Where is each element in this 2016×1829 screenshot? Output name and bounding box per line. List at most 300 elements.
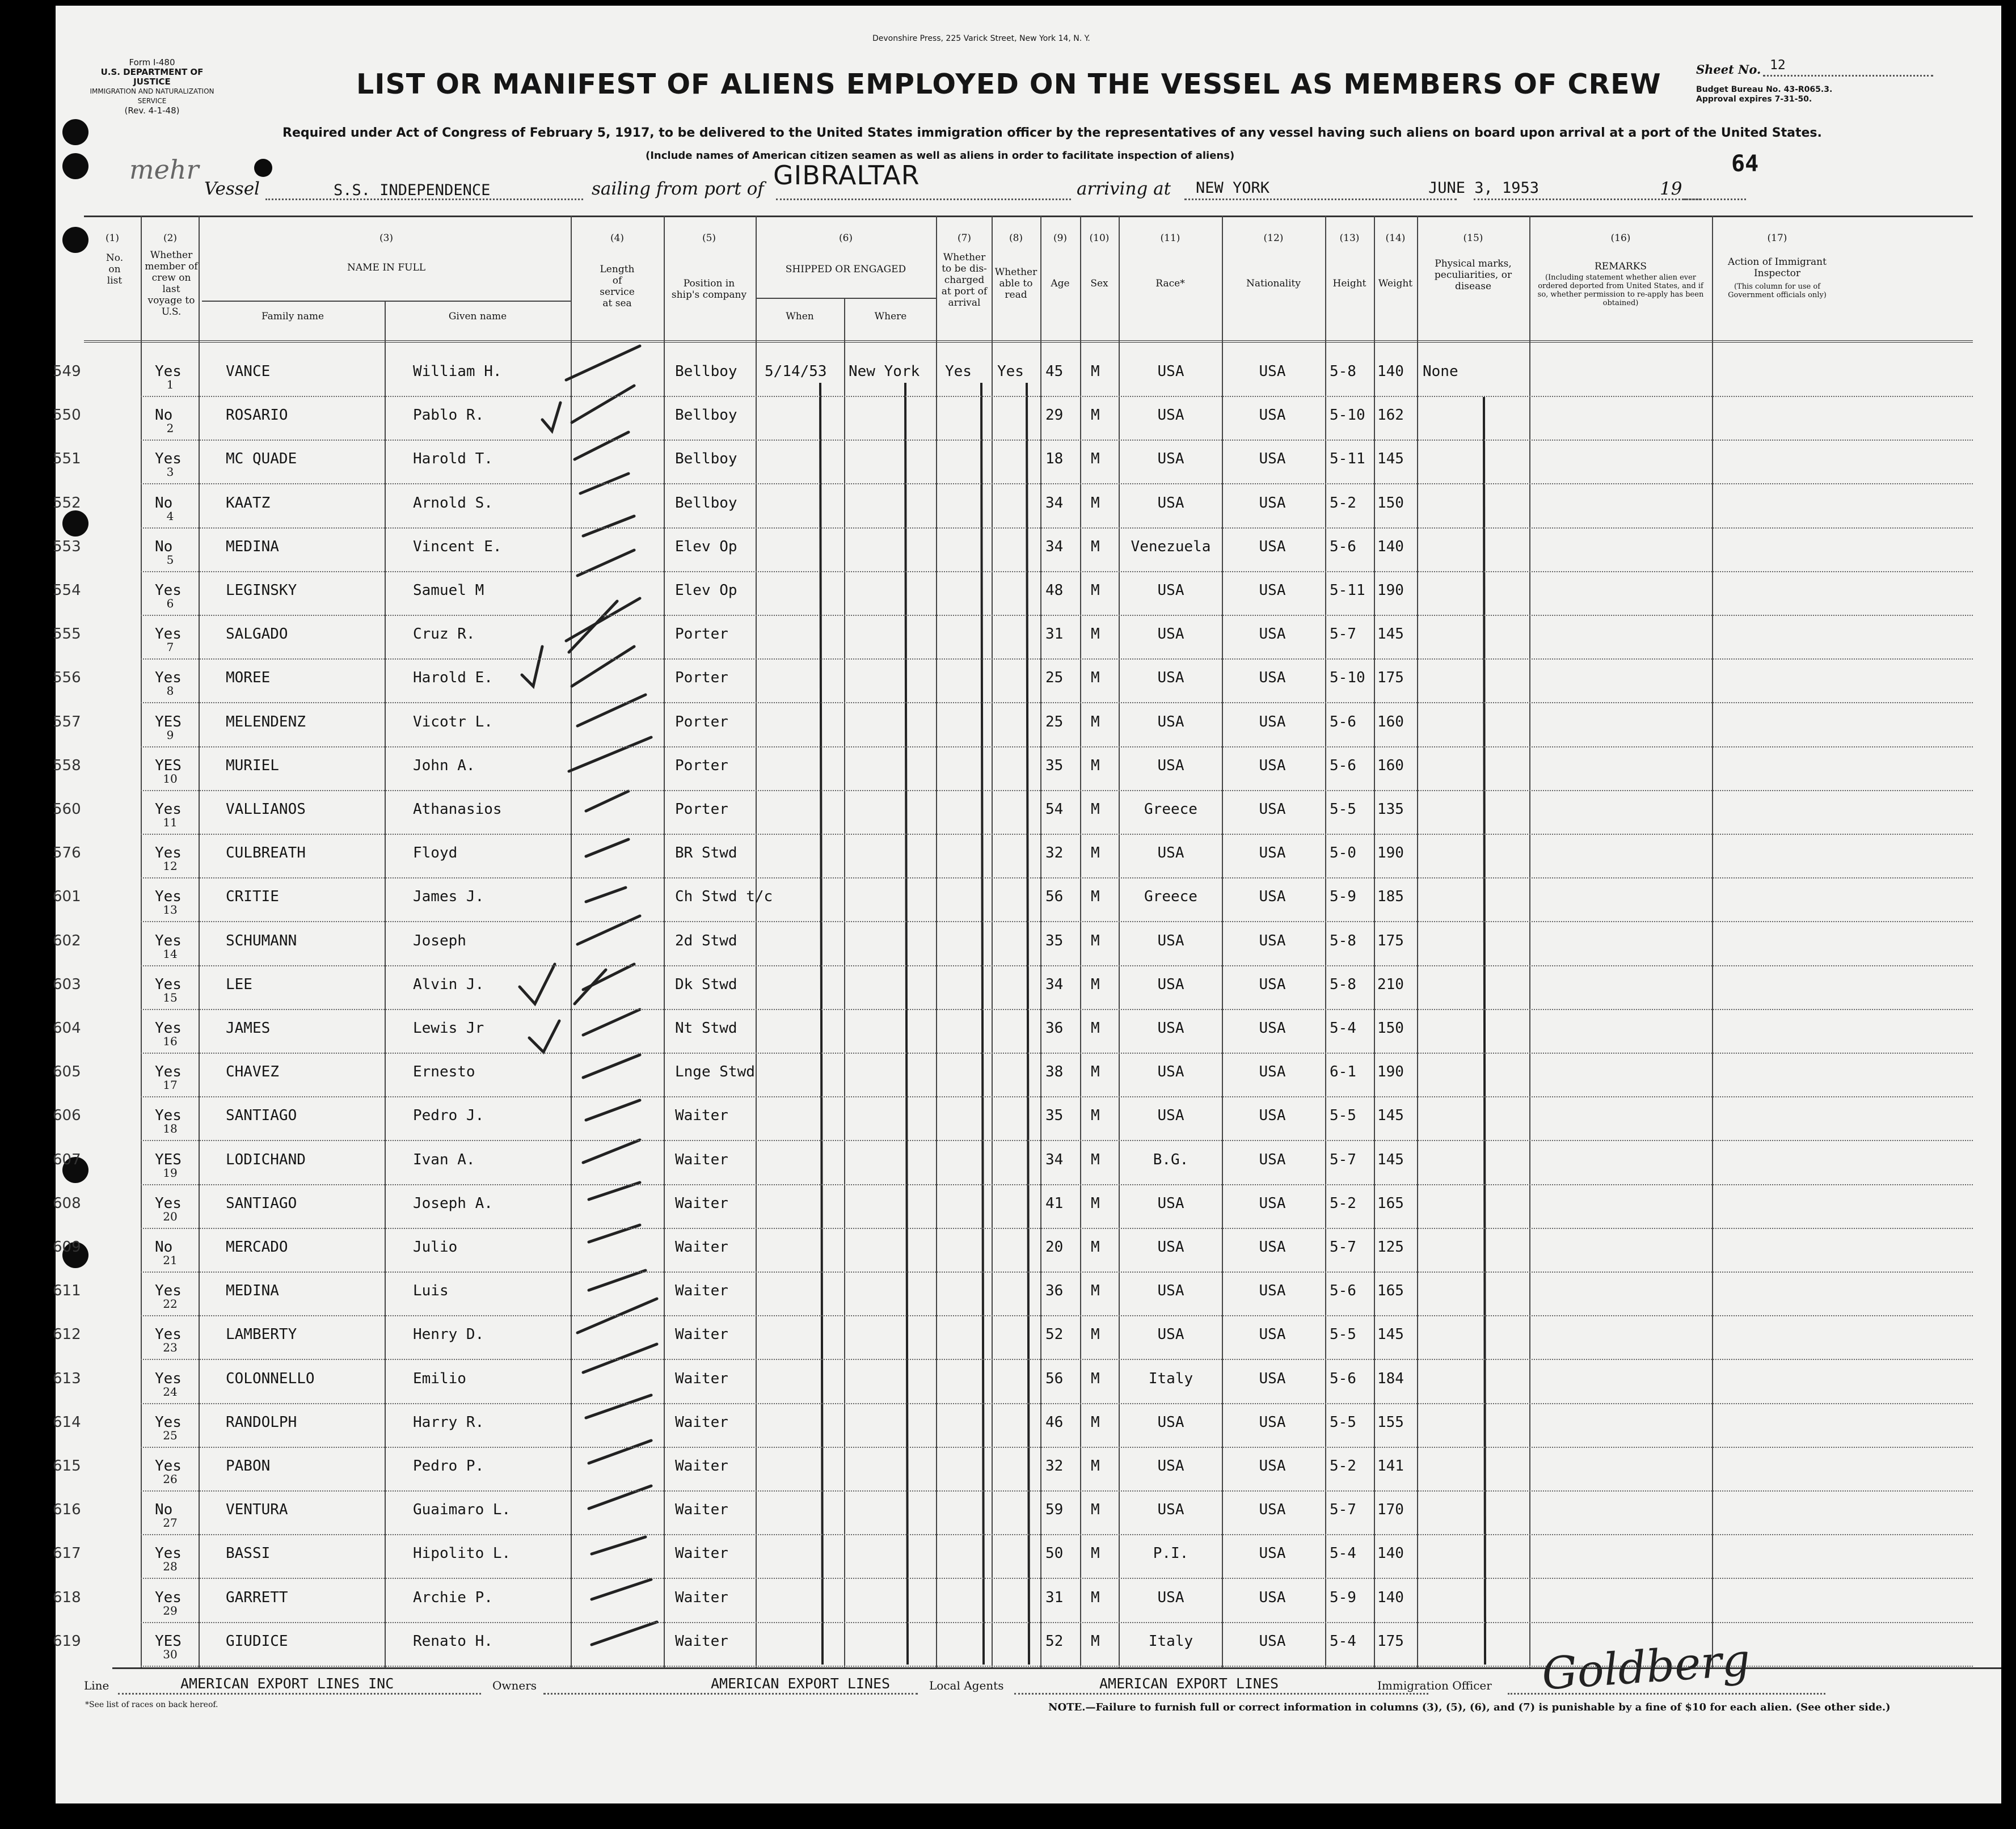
handwritten-list-number: 612 — [53, 1326, 81, 1343]
family-name: PABON — [226, 1458, 271, 1475]
sex: M — [1091, 538, 1100, 555]
handwritten-list-number: 613 — [53, 1370, 81, 1387]
height: 5-7 — [1330, 1151, 1356, 1168]
physical-marks: None — [1423, 363, 1458, 380]
given-name: Emilio — [413, 1370, 466, 1387]
crew-last-voyage: Yes — [155, 669, 182, 686]
weight: 190 — [1377, 1063, 1404, 1080]
row-number: 19 — [163, 1166, 178, 1180]
races-footnote: *See list of races on back hereof. — [85, 1700, 218, 1709]
handwritten-list-number: 576 — [53, 844, 81, 861]
position: Bellboy — [675, 450, 737, 467]
agents-value: AMERICAN EXPORT LINES — [1099, 1675, 1279, 1692]
age: 52 — [1045, 1326, 1064, 1343]
sex: M — [1091, 582, 1100, 599]
given-name: Renato H. — [413, 1633, 493, 1650]
race: USA — [1157, 932, 1184, 949]
sex: M — [1091, 1282, 1100, 1299]
weight: 185 — [1377, 888, 1404, 905]
given-name: Harry R. — [413, 1414, 484, 1431]
agents-label: Local Agents — [929, 1679, 1004, 1692]
race: USA — [1157, 757, 1184, 774]
age: 25 — [1045, 669, 1064, 686]
sex: M — [1091, 844, 1100, 861]
family-name: CRITIE — [226, 888, 279, 905]
table-row — [53, 490, 2001, 530]
given-name: Pablo R. — [413, 407, 484, 424]
race: P.I. — [1153, 1545, 1189, 1562]
race: USA — [1157, 1239, 1184, 1256]
row-number: 20 — [163, 1210, 178, 1223]
handwritten-list-number: 557 — [53, 713, 81, 730]
nationality: USA — [1259, 669, 1286, 686]
age: 38 — [1045, 1063, 1064, 1080]
family-name: VENTURA — [226, 1501, 288, 1518]
col16-num: (16) — [1610, 233, 1631, 244]
age: 31 — [1045, 1589, 1064, 1606]
nationality: USA — [1259, 1282, 1286, 1299]
row-number: 14 — [163, 947, 178, 961]
sex: M — [1091, 1326, 1100, 1343]
weight: 145 — [1377, 1326, 1404, 1343]
row-number: 13 — [163, 903, 178, 916]
col6-num: (6) — [838, 233, 853, 244]
crew-last-voyage: No — [155, 1501, 173, 1518]
family-name: RANDOLPH — [226, 1414, 297, 1431]
row-number: 23 — [163, 1341, 178, 1354]
row-number: 26 — [163, 1472, 178, 1486]
height: 5-2 — [1330, 1458, 1356, 1475]
crew-last-voyage: YES — [155, 713, 182, 730]
race: USA — [1157, 1501, 1184, 1518]
table-row — [53, 884, 2001, 923]
table-row — [53, 1278, 2001, 1317]
race: B.G. — [1153, 1151, 1189, 1168]
family-name: MC QUADE — [226, 450, 297, 467]
age: 20 — [1045, 1239, 1064, 1256]
crew-last-voyage: Yes — [155, 801, 182, 818]
col12-num: (12) — [1263, 233, 1284, 244]
handwritten-list-number: 602 — [53, 932, 81, 949]
age: 56 — [1045, 888, 1064, 905]
row-number: 6 — [166, 597, 174, 610]
position: Waiter — [675, 1458, 728, 1475]
row-number: 1 — [166, 378, 174, 391]
race: Italy — [1148, 1633, 1193, 1650]
height: 5-2 — [1330, 495, 1356, 512]
line-label: Line — [84, 1679, 109, 1692]
sex: M — [1091, 495, 1100, 512]
age: 52 — [1045, 1633, 1064, 1650]
family-name: GARRETT — [226, 1589, 288, 1606]
col6-when: When — [786, 311, 814, 322]
weight: 140 — [1377, 1589, 1404, 1606]
position: Waiter — [675, 1589, 728, 1606]
col11-num: (11) — [1160, 233, 1180, 244]
sex: M — [1091, 888, 1100, 905]
table-row — [53, 928, 2001, 968]
family-name: SCHUMANN — [226, 932, 297, 949]
position: Waiter — [675, 1239, 728, 1256]
family-name: SALGADO — [226, 626, 288, 643]
row-number: 25 — [163, 1429, 178, 1442]
weight: 165 — [1377, 1195, 1404, 1212]
discharged: Yes — [945, 363, 972, 380]
table-row — [53, 1540, 2001, 1580]
crew-last-voyage: Yes — [155, 1282, 182, 1299]
nationality: USA — [1259, 801, 1286, 818]
height: 5-4 — [1330, 1020, 1356, 1037]
table-row — [53, 665, 2001, 704]
age: 36 — [1045, 1282, 1064, 1299]
family-name: JAMES — [226, 1020, 271, 1037]
race: USA — [1157, 1282, 1184, 1299]
crew-last-voyage: Yes — [155, 1326, 182, 1343]
col17-sub: (This column for use of Government officials only) — [1728, 282, 1827, 299]
weight: 145 — [1377, 1151, 1404, 1168]
given-name: James J. — [413, 888, 484, 905]
crew-last-voyage: Yes — [155, 976, 182, 993]
given-name: Alvin J. — [413, 976, 484, 993]
given-name: Harold T. — [413, 450, 493, 467]
position: Porter — [675, 801, 728, 818]
family-name: MEDINA — [226, 538, 279, 555]
handwritten-list-number: 603 — [53, 976, 81, 993]
crew-last-voyage: No — [155, 1239, 173, 1256]
position: Waiter — [675, 1370, 728, 1387]
handwritten-list-number: 556 — [53, 669, 81, 686]
race: Italy — [1148, 1370, 1193, 1387]
position: Lnge Stwd — [675, 1063, 755, 1080]
row-number: 11 — [163, 816, 178, 829]
nationality: USA — [1259, 1458, 1286, 1475]
age: 32 — [1045, 1458, 1064, 1475]
handwritten-list-number: 605 — [53, 1063, 81, 1080]
sex: M — [1091, 713, 1100, 730]
departure-port: GIBRALTAR — [773, 160, 920, 191]
crew-last-voyage: Yes — [155, 888, 182, 905]
row-number: 24 — [163, 1385, 178, 1399]
budget-info: Budget Bureau No. 43-R065.3. Approval expires 7-31-50. — [1696, 85, 1833, 104]
printer-line: Devonshire Press, 225 Varick Street, New York 14, N. Y. — [872, 34, 1090, 43]
col13-label: Height — [1332, 278, 1367, 289]
race: USA — [1157, 1458, 1184, 1475]
height: 5-9 — [1330, 888, 1356, 905]
position: Porter — [675, 713, 728, 730]
crew-last-voyage: Yes — [155, 626, 182, 643]
height: 5-5 — [1330, 1414, 1356, 1431]
line-value: AMERICAN EXPORT LINES INC — [180, 1675, 394, 1692]
row-number: 27 — [163, 1516, 178, 1530]
col8-label: Whether able to read — [994, 267, 1037, 301]
race: Greece — [1144, 888, 1197, 905]
sex: M — [1091, 1239, 1100, 1256]
table-row — [53, 971, 2001, 1011]
nationality: USA — [1259, 1501, 1286, 1518]
sex: M — [1091, 1458, 1100, 1475]
given-name: Athanasios — [413, 801, 502, 818]
handwritten-list-number: 606 — [53, 1107, 81, 1124]
row-number: 15 — [163, 991, 178, 1004]
sex: M — [1091, 1589, 1100, 1606]
race: Venezuela — [1131, 538, 1211, 555]
position: Elev Op — [675, 582, 737, 599]
sex: M — [1091, 669, 1100, 686]
handwritten-list-number: 614 — [53, 1414, 81, 1431]
penalty-note: NOTE.—Failure to furnish full or correct information in columns (3), (5), (6), and (7) is punishable by a fine of $10 for each alien. (See other side.) — [1048, 1701, 1891, 1713]
given-name: Vincent E. — [413, 538, 502, 555]
race: USA — [1157, 363, 1184, 380]
given-name: Joseph — [413, 932, 466, 949]
race: USA — [1157, 1195, 1184, 1212]
table-row — [53, 1234, 2001, 1274]
col14-label: Weight — [1378, 278, 1413, 289]
nationality: USA — [1259, 1326, 1286, 1343]
page-title: LIST OR MANIFEST OF ALIENS EMPLOYED ON THE VESSEL AS MEMBERS OF CREW — [356, 68, 1661, 100]
given-name: Floyd — [413, 844, 458, 861]
col10-label: Sex — [1090, 278, 1108, 289]
col9-num: (9) — [1053, 233, 1068, 244]
weight: 145 — [1377, 1107, 1404, 1124]
position: Porter — [675, 669, 728, 686]
row-number: 28 — [163, 1560, 178, 1573]
height: 5-11 — [1330, 582, 1365, 599]
row-number: 4 — [166, 509, 174, 523]
col12-label: Nationality — [1246, 278, 1301, 289]
table-row — [53, 1453, 2001, 1493]
height: 5-10 — [1330, 669, 1365, 686]
col11-label: Race* — [1155, 278, 1185, 289]
given-name: Ivan A. — [413, 1151, 475, 1168]
position: Waiter — [675, 1501, 728, 1518]
given-name: John A. — [413, 757, 475, 774]
crew-last-voyage: Yes — [155, 1458, 182, 1475]
col13-num: (13) — [1339, 233, 1360, 244]
position: Waiter — [675, 1151, 728, 1168]
height: 5-7 — [1330, 1501, 1356, 1518]
race: USA — [1157, 1414, 1184, 1431]
col17-label: Action of Immigrant Inspector — [1728, 256, 1827, 279]
weight: 150 — [1377, 1020, 1404, 1037]
row-number: 2 — [166, 421, 174, 435]
given-name: William H. — [413, 363, 502, 380]
height: 5-11 — [1330, 450, 1365, 467]
nationality: USA — [1259, 1545, 1286, 1562]
given-name: Vicotr L. — [413, 713, 493, 730]
sex: M — [1091, 1370, 1100, 1387]
family-name: KAATZ — [226, 495, 271, 512]
family-name: ROSARIO — [226, 407, 288, 424]
weight: 175 — [1377, 1633, 1404, 1650]
height: 5-5 — [1330, 1107, 1356, 1124]
crew-last-voyage: Yes — [155, 363, 182, 380]
sex: M — [1091, 757, 1100, 774]
given-name: Joseph A. — [413, 1195, 493, 1212]
family-name: LEE — [226, 976, 252, 993]
family-name: LODICHAND — [226, 1151, 306, 1168]
weight: 125 — [1377, 1239, 1404, 1256]
weight: 135 — [1377, 801, 1404, 818]
position: Waiter — [675, 1633, 728, 1650]
height: 5-8 — [1330, 976, 1356, 993]
col8-num: (8) — [1009, 233, 1023, 244]
col4-num: (4) — [610, 233, 625, 244]
col2-num: (2) — [163, 233, 178, 244]
race: USA — [1157, 1589, 1184, 1606]
handwritten-list-number: 609 — [53, 1239, 81, 1256]
sex: M — [1091, 1545, 1100, 1562]
nationality: USA — [1259, 888, 1286, 905]
age: 59 — [1045, 1501, 1064, 1518]
weight: 145 — [1377, 626, 1404, 643]
given-name: Julio — [413, 1239, 458, 1256]
col6-where: Where — [874, 311, 907, 322]
nationality: USA — [1259, 1195, 1286, 1212]
handwritten-list-number: 618 — [53, 1589, 81, 1606]
height: 5-5 — [1330, 801, 1356, 818]
position: Waiter — [675, 1545, 728, 1562]
given-name: Cruz R. — [413, 626, 475, 643]
nationality: USA — [1259, 495, 1286, 512]
handwritten-list-number: 551 — [53, 450, 81, 467]
table-row — [53, 577, 2001, 617]
race: USA — [1157, 626, 1184, 643]
family-name: CULBREATH — [226, 844, 306, 861]
position: Dk Stwd — [675, 976, 737, 993]
weight: 190 — [1377, 582, 1404, 599]
position: Bellboy — [675, 407, 737, 424]
handwritten-list-number: 604 — [53, 1020, 81, 1037]
crew-last-voyage: Yes — [155, 1589, 182, 1606]
handwritten-list-number: 560 — [53, 801, 81, 818]
sex: M — [1091, 1020, 1100, 1037]
race: Greece — [1144, 801, 1197, 818]
position: Bellboy — [675, 495, 737, 512]
row-number: 30 — [163, 1648, 178, 1661]
form-identifier: Form I-480 U.S. DEPARTMENT OF JUSTICE IMMIGRATION AND NATURALIZATION SERVICE (Rev. 4-1-48) — [90, 57, 214, 116]
crew-last-voyage: Yes — [155, 1414, 182, 1431]
weight: 190 — [1377, 844, 1404, 861]
family-name: BASSI — [226, 1545, 271, 1562]
row-number: 3 — [166, 465, 174, 479]
family-name: LAMBERTY — [226, 1326, 297, 1343]
table-row — [53, 1585, 2001, 1624]
height: 5-10 — [1330, 407, 1365, 424]
crew-last-voyage: No — [155, 495, 173, 512]
height: 5-2 — [1330, 1195, 1356, 1212]
height: 5-0 — [1330, 844, 1356, 861]
crew-last-voyage: Yes — [155, 1195, 182, 1212]
handwritten-list-number: 552 — [53, 495, 81, 512]
table-row — [53, 796, 2001, 836]
height: 5-7 — [1330, 626, 1356, 643]
race: USA — [1157, 1326, 1184, 1343]
handwritten-list-number: 558 — [53, 757, 81, 774]
height: 5-8 — [1330, 932, 1356, 949]
sex: M — [1091, 1195, 1100, 1212]
sex: M — [1091, 1501, 1100, 1518]
age: 34 — [1045, 976, 1064, 993]
position: 2d Stwd — [675, 932, 737, 949]
row-number: 17 — [163, 1078, 178, 1092]
age: 34 — [1045, 1151, 1064, 1168]
weight: 175 — [1377, 669, 1404, 686]
crew-last-voyage: Yes — [155, 844, 182, 861]
table-row — [53, 621, 2001, 661]
table-row — [53, 534, 2001, 573]
given-name: Harold E. — [413, 669, 493, 686]
sex: M — [1091, 1063, 1100, 1080]
family-name: VALLIANOS — [226, 801, 306, 818]
include-note: (Include names of American citizen seamen as well as aliens in order to facilitate inspection of aliens) — [646, 150, 1235, 162]
table-row — [53, 1321, 2001, 1361]
weight: 140 — [1377, 538, 1404, 555]
officer-label: Immigration Officer — [1377, 1679, 1492, 1692]
crew-last-voyage: Yes — [155, 1370, 182, 1387]
given-name: Guaimaro L. — [413, 1501, 511, 1518]
family-name: GIUDICE — [226, 1633, 288, 1650]
nationality: USA — [1259, 844, 1286, 861]
crew-last-voyage: Yes — [155, 450, 182, 467]
crew-last-voyage: Yes — [155, 582, 182, 599]
family-name: MERCADO — [226, 1239, 288, 1256]
nationality: USA — [1259, 1151, 1286, 1168]
vessel-label: Vessel — [204, 179, 260, 199]
crew-last-voyage: No — [155, 538, 173, 555]
table-row — [53, 1409, 2001, 1449]
given-name: Ernesto — [413, 1063, 475, 1080]
race: USA — [1157, 844, 1184, 861]
col15-label: Physical marks, peculiarities, or disease — [1434, 258, 1512, 292]
family-name: VANCE — [226, 363, 271, 380]
weight: 145 — [1377, 450, 1404, 467]
col17-num: (17) — [1767, 233, 1787, 244]
age: 46 — [1045, 1414, 1064, 1431]
height: 5-5 — [1330, 1326, 1356, 1343]
weight: 175 — [1377, 932, 1404, 949]
sex: M — [1091, 450, 1100, 467]
nationality: USA — [1259, 1589, 1286, 1606]
table-row — [53, 709, 2001, 749]
race: USA — [1157, 495, 1184, 512]
page-mark: 64 — [1731, 151, 1759, 177]
crew-last-voyage: Yes — [155, 932, 182, 949]
height: 5-7 — [1330, 1239, 1356, 1256]
handwritten-note: mehr — [129, 154, 199, 185]
position: BR Stwd — [675, 844, 737, 861]
col16-sub: (Including statement whether alien ever ordered deported from United States, and if so, whether permission to re-apply has been obtained) — [1537, 273, 1704, 307]
sex: M — [1091, 801, 1100, 818]
age: 29 — [1045, 407, 1064, 424]
row-number: 5 — [166, 553, 174, 567]
row-number: 16 — [163, 1034, 178, 1048]
col14-num: (14) — [1385, 233, 1406, 244]
handwritten-list-number: 619 — [53, 1633, 81, 1650]
given-name: Henry D. — [413, 1326, 484, 1343]
nationality: USA — [1259, 713, 1286, 730]
age: 48 — [1045, 582, 1064, 599]
col2-label: Whether member of crew on last voyage to U.S. — [145, 250, 198, 318]
row-number: 7 — [166, 640, 174, 654]
family-name: SANTIAGO — [226, 1195, 297, 1212]
weight: 160 — [1377, 757, 1404, 774]
height: 5-9 — [1330, 1589, 1356, 1606]
crew-last-voyage: YES — [155, 757, 182, 774]
table-row — [53, 1059, 2001, 1099]
table-row — [53, 1497, 2001, 1536]
weight: 184 — [1377, 1370, 1404, 1387]
col15-num: (15) — [1463, 233, 1483, 244]
